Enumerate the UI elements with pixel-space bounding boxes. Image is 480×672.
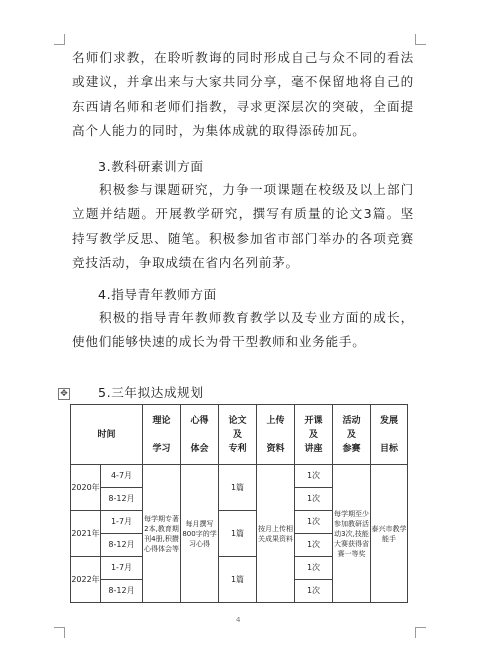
crop-mark-bottom-right xyxy=(415,627,426,638)
lecture-cell: 1次 xyxy=(295,534,333,557)
header-development-goal: 发展 目标 xyxy=(371,405,408,465)
papers-cell: 1篇 xyxy=(219,511,257,557)
period-cell: 8-12月 xyxy=(101,488,143,511)
papers-cell: 1篇 xyxy=(219,557,257,603)
period-cell: 4-7月 xyxy=(101,465,143,488)
paragraph-guidance: 积极的指导青年教师教育教学以及专业方面的成长，使他们能够快速的成长为骨干型教师和业务能手。 xyxy=(72,310,414,350)
lecture-cell: 1次 xyxy=(295,511,333,534)
header-lectures: 开课 及 讲座 xyxy=(295,405,333,465)
crop-mark-bottom-left xyxy=(54,627,65,638)
activities-cell: 每学期至少参加教研活动3次,技能大赛获得省赛一等奖 xyxy=(333,465,371,603)
papers-cell: 1篇 xyxy=(219,465,257,511)
period-cell: 1-7月 xyxy=(101,557,143,580)
lecture-cell: 1次 xyxy=(295,488,333,511)
crop-mark-top-right xyxy=(415,34,426,45)
year-cell: 2020年 xyxy=(71,465,101,511)
heading-three-year-plan: 5.三年拟达成规划 xyxy=(98,385,204,400)
paragraph-continued: 名师们求教，在聆听教诲的同时形成自己与众不同的看法或建议，并拿出来与大家共同分享，毫不保留地将自己的东西请名师和老师们指教，寻求更深层次的突破，全面提高个人能力的同时，为集体成就的取得添砖加瓦。 xyxy=(72,50,414,138)
header-activities: 活动 及 参赛 xyxy=(333,405,371,465)
period-cell: 1-7月 xyxy=(101,511,143,534)
header-upload-materials: 上传 资料 xyxy=(257,405,295,465)
table-move-handle-icon[interactable]: ✥ xyxy=(58,388,70,400)
paragraph-research: 积极参与课题研究，力争一项课题在校级及以上部门立题并结题。开展教学研究，撰写有质量的论文3篇。坚持写教学反思、随笔。积极参加省市部门举办的各项竞赛竞技活动，争取成绩在省内名列前茅。 xyxy=(72,182,414,270)
lecture-cell: 1次 xyxy=(295,465,333,488)
period-cell: 8-12月 xyxy=(101,580,143,603)
header-papers-patents: 论文 及 专利 xyxy=(219,405,257,465)
theory-cell: 每学期专著2本,教育期刊4册,积攒心得体会等 xyxy=(143,465,181,603)
crop-mark-top-left xyxy=(54,34,65,45)
heading-guide-young-teachers: 4.指导青年教师方面 xyxy=(98,287,217,302)
page-number: 4 xyxy=(236,616,241,624)
period-cell: 8-12月 xyxy=(101,534,143,557)
heading-research-training: 3.教科研素训方面 xyxy=(98,159,204,174)
header-time: 时间 xyxy=(71,405,143,465)
experience-cell: 每月撰写800字的学习心得 xyxy=(181,465,219,603)
lecture-cell: 1次 xyxy=(295,557,333,580)
header-theory-study: 理论 学习 xyxy=(143,405,181,465)
goal-cell: 泰兴市教学能手 xyxy=(371,465,408,603)
year-cell: 2022年 xyxy=(71,557,101,603)
three-year-plan-table xyxy=(70,404,408,603)
year-cell: 2021年 xyxy=(71,511,101,557)
lecture-cell: 1次 xyxy=(295,580,333,603)
header-experience: 心得 体会 xyxy=(181,405,219,465)
upload-cell: 按月上传相关成果资料 xyxy=(257,465,295,603)
